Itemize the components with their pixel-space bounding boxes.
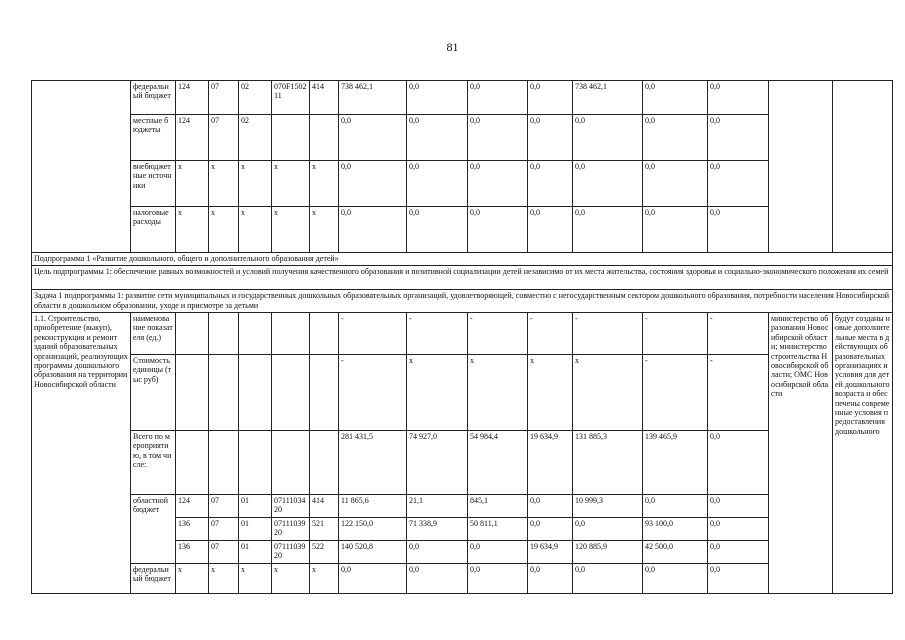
cell-grbs: 124 (176, 115, 209, 161)
cell-pr: х (239, 564, 272, 594)
cell-value: 122 150,0 (339, 518, 407, 541)
cell-vr (310, 313, 339, 355)
cell-value: 0,0 (643, 207, 708, 253)
cell-csr: 070F150211 (272, 81, 310, 115)
cell-value: 0,0 (528, 161, 573, 207)
executor-cell-empty (769, 81, 833, 253)
cell-grbs (176, 431, 209, 495)
cell-rz (209, 431, 239, 495)
cell-csr: 0711103420 (272, 495, 310, 518)
table-row (32, 115, 893, 161)
cell-rz: 07 (209, 541, 239, 564)
cell-value: 738 462,1 (339, 81, 407, 115)
subprogram-title: Подпрограмма 1 «Развитие дошкольного, общего и дополнительного образования детей» (32, 253, 893, 266)
cell-value: - (643, 355, 708, 431)
cell-value: 71 338,9 (407, 518, 468, 541)
cell-value: - (407, 313, 468, 355)
cell-value: 11 865,6 (339, 495, 407, 518)
cell-csr (272, 355, 310, 431)
source-cell: областной бюджет (131, 495, 176, 564)
cell-value: 0,0 (708, 115, 769, 161)
cell-pr: 01 (239, 518, 272, 541)
table-row (32, 207, 893, 253)
table-row (32, 253, 893, 266)
cell-value: 0,0 (468, 161, 528, 207)
measure-name-cell-empty (32, 81, 131, 253)
cell-value: 0,0 (468, 207, 528, 253)
cell-value: 0,0 (468, 564, 528, 594)
measure-executor: министерство образования Новосибирской области; министерство строительства Новосибирской области; ОМС Новосибирской области (769, 313, 833, 594)
cell-rz: х (209, 161, 239, 207)
cell-value: 0,0 (708, 564, 769, 594)
table-row (32, 81, 893, 115)
cell-value: 0,0 (643, 564, 708, 594)
cell-value: 0,0 (643, 161, 708, 207)
cell-value: 0,0 (528, 495, 573, 518)
cell-value: х (528, 355, 573, 431)
cell-value: - (528, 313, 573, 355)
cell-value: 0,0 (339, 115, 407, 161)
cell-value: 0,0 (573, 207, 643, 253)
cell-value: 0,0 (407, 115, 468, 161)
cell-value: 0,0 (573, 518, 643, 541)
source-cell: налоговые расходы (131, 207, 176, 253)
cell-vr: 414 (310, 81, 339, 115)
cell-vr: х (310, 207, 339, 253)
cell-value: 0,0 (708, 518, 769, 541)
cell-grbs: 124 (176, 81, 209, 115)
cell-rz (209, 355, 239, 431)
cell-value: 0,0 (708, 495, 769, 518)
cell-csr: х (272, 207, 310, 253)
cell-rz: х (209, 207, 239, 253)
cell-value: 0,0 (528, 207, 573, 253)
cell-value: 0,0 (339, 161, 407, 207)
cell-value: 0,0 (643, 495, 708, 518)
cell-value: 0,0 (407, 81, 468, 115)
cell-pr: х (239, 207, 272, 253)
table-row (32, 266, 893, 290)
cell-value: - (468, 313, 528, 355)
table-row (32, 161, 893, 207)
cell-value: х (573, 355, 643, 431)
cell-value: 0,0 (528, 518, 573, 541)
table-row (32, 290, 893, 313)
cell-value: - (643, 313, 708, 355)
cell-value: 0,0 (528, 81, 573, 115)
source-cell: наименование показателя (ед.) (131, 313, 176, 355)
cell-value: 74 927,0 (407, 431, 468, 495)
table-row (32, 355, 893, 431)
cell-value: 50 811,1 (468, 518, 528, 541)
source-cell: федеральный бюджет (131, 564, 176, 594)
cell-csr: х (272, 161, 310, 207)
cell-value: 0,0 (407, 161, 468, 207)
cell-value: - (339, 313, 407, 355)
cell-grbs: 136 (176, 541, 209, 564)
cell-rz: х (209, 564, 239, 594)
cell-value: - (708, 355, 769, 431)
cell-value: 21,1 (407, 495, 468, 518)
program-table (31, 80, 893, 594)
cell-value: - (708, 313, 769, 355)
cell-value: 738 462,1 (573, 81, 643, 115)
cell-vr (310, 355, 339, 431)
source-cell: Стоимость единицы (тыс руб) (131, 355, 176, 431)
cell-value: 131 885,3 (573, 431, 643, 495)
cell-rz (209, 313, 239, 355)
cell-value: 845,1 (468, 495, 528, 518)
cell-vr: 522 (310, 541, 339, 564)
cell-value: 0,0 (708, 161, 769, 207)
cell-csr (272, 431, 310, 495)
cell-csr: х (272, 564, 310, 594)
cell-pr: 02 (239, 115, 272, 161)
cell-grbs: 124 (176, 495, 209, 518)
cell-value: 93 100,0 (643, 518, 708, 541)
cell-grbs (176, 355, 209, 431)
cell-rz: 07 (209, 518, 239, 541)
cell-value: 0,0 (407, 564, 468, 594)
cell-value: 281 431,5 (339, 431, 407, 495)
measure-name: 1.1. Строительство, приобретение (выкуп), реконструкция и ремонт зданий образовательных организаций, реализующих программы дошкольного образования на территории Новосибирской области (32, 313, 131, 594)
cell-grbs: 136 (176, 518, 209, 541)
table-row (32, 564, 893, 594)
cell-value: 0,0 (573, 115, 643, 161)
table-row (32, 431, 893, 495)
page-number: 81 (446, 40, 459, 54)
cell-vr (310, 431, 339, 495)
cell-grbs: х (176, 564, 209, 594)
source-cell: внебюджетные источники (131, 161, 176, 207)
cell-value: - (573, 313, 643, 355)
cell-value: 0,0 (708, 541, 769, 564)
cell-value: 10 999,3 (573, 495, 643, 518)
cell-value: 139 465,9 (643, 431, 708, 495)
source-cell: местные бюджеты (131, 115, 176, 161)
cell-value: 0,0 (708, 431, 769, 495)
cell-value: 0,0 (407, 541, 468, 564)
cell-value: 0,0 (643, 115, 708, 161)
cell-grbs: х (176, 207, 209, 253)
cell-csr (272, 115, 310, 161)
cell-value: 0,0 (468, 115, 528, 161)
cell-csr (272, 313, 310, 355)
cell-pr: х (239, 161, 272, 207)
cell-value: х (468, 355, 528, 431)
cell-grbs: х (176, 161, 209, 207)
cell-value: 19 634,9 (528, 431, 573, 495)
result-cell-empty (833, 81, 893, 253)
subprogram-goal: Цель подпрограммы 1: обеспечение равных возможностей и условий получения качественного образования и позитивной социализации детей независимо от их места жительства, состояния здоровья и социально-экономического положения их семей (32, 266, 893, 290)
source-cell: Всего по мероприятию, в том числе: (131, 431, 176, 495)
table-row (32, 313, 893, 355)
cell-value: - (339, 355, 407, 431)
cell-vr: х (310, 564, 339, 594)
cell-grbs (176, 313, 209, 355)
table-row (32, 495, 893, 518)
cell-rz: 07 (209, 115, 239, 161)
cell-vr: х (310, 161, 339, 207)
cell-value: х (407, 355, 468, 431)
cell-value: 0,0 (528, 115, 573, 161)
cell-value: 0,0 (528, 564, 573, 594)
cell-value: 0,0 (468, 541, 528, 564)
cell-value: 120 885,9 (573, 541, 643, 564)
cell-rz: 07 (209, 495, 239, 518)
cell-value: 0,0 (468, 81, 528, 115)
cell-value: 0,0 (573, 564, 643, 594)
cell-vr: 414 (310, 495, 339, 518)
cell-pr: 02 (239, 81, 272, 115)
cell-pr: 01 (239, 541, 272, 564)
cell-value: 0,0 (407, 207, 468, 253)
cell-pr (239, 313, 272, 355)
subprogram-task: Задача 1 подпрограммы 1: развитие сети муниципальных и государственных дошкольных образовательных организаций, удовлетворяющей, совместно с негосударственным сектором дошкольного образования, потребности населения Новосибирской области в дошкольном образовании, уходе и присмотре за детьми (32, 290, 893, 313)
cell-value: 0,0 (339, 564, 407, 594)
cell-pr (239, 431, 272, 495)
source-cell: федеральный бюджет (131, 81, 176, 115)
cell-value: 0,0 (573, 161, 643, 207)
measure-result: будут созданы новые дополнительные места в действующих образовательных организациях и условия для детей дошкольного возраста и обеспечены современные условия предоставления дошкольного (833, 313, 893, 594)
cell-value: 0,0 (643, 81, 708, 115)
cell-pr (239, 355, 272, 431)
cell-value: 19 634,9 (528, 541, 573, 564)
cell-csr: 0711103920 (272, 518, 310, 541)
cell-value: 0,0 (339, 207, 407, 253)
cell-value: 0,0 (708, 81, 769, 115)
cell-csr: 0711103920 (272, 541, 310, 564)
cell-pr: 01 (239, 495, 272, 518)
cell-vr: 521 (310, 518, 339, 541)
cell-value: 54 984,4 (468, 431, 528, 495)
cell-value: 42 500,0 (643, 541, 708, 564)
cell-value: 0,0 (708, 207, 769, 253)
cell-vr (310, 115, 339, 161)
cell-value: 140 520,8 (339, 541, 407, 564)
cell-rz: 07 (209, 81, 239, 115)
